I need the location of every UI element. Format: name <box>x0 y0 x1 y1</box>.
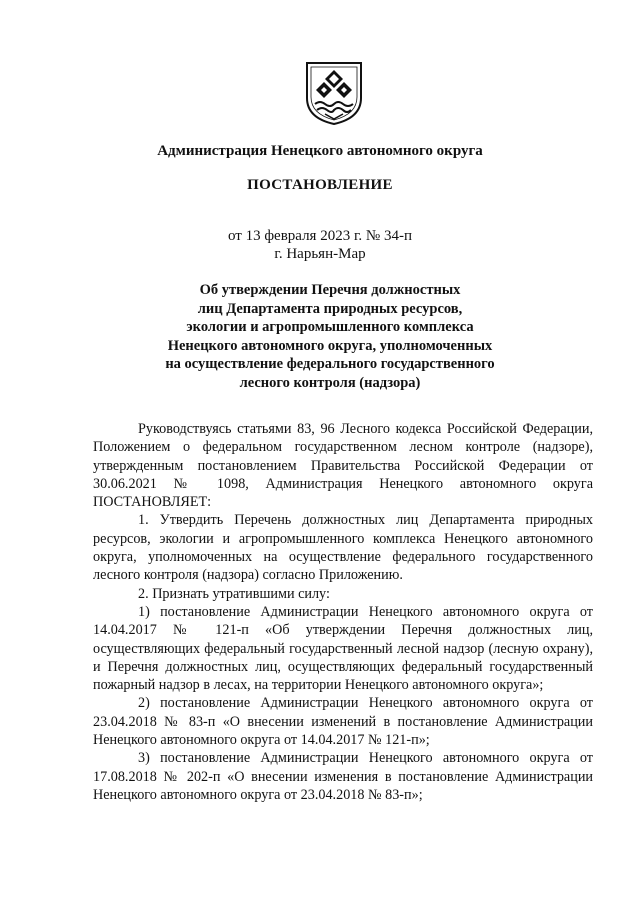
title-line: Об утверждении Перечня должностных <box>199 282 461 298</box>
document-title <box>160 281 500 393</box>
issuing-authority: Администрация Ненецкого автономного округа <box>157 143 483 159</box>
title-line: лиц Департамента природных ресурсов, <box>197 300 463 317</box>
clause-1: 1. Утвердить Перечень должностных лиц Департамента природных ресурсов, экологии и агропромышленного комплекса Ненецкого автономного округа, уполномоченных на осуществление федерального государственного лесного контроля (надзора) согласно Приложению. <box>93 512 593 584</box>
document-type: ПОСТАНОВЛЕНИЕ <box>247 177 393 193</box>
preamble-paragraph: Руководствуясь статьями 83, 96 Лесного кодекса Российской Федерации, Положением о федеральном государственном лесном контроле (надзоре), утвержденным постановлением Правительства Российской Федерации от 30.06.2021 № 1098, Администрация Ненецкого автономного округа ПОСТАНОВЛЯЕТ: <box>93 421 593 511</box>
document-body <box>93 420 593 804</box>
title-line: на осуществление федерального государственного <box>165 356 495 373</box>
clause-2-item-1: 1) постановление Администрации Ненецкого автономного округа от 14.04.2017 № 121-п «Об утверждении Перечня должностных лиц, осуществляющих федеральный государственный лесной надзор (лесную охрану), и Перечня должностных лиц, осуществляющих федеральный государственный пожарный надзор в лесах, на территории Ненецкого автономного округа»; <box>93 603 593 694</box>
title-line: лесного контроля (надзора) <box>239 374 421 391</box>
clause-2-item-3: 3) постановление Администрации Ненецкого автономного округа от 17.08.2018 № 202-п «О внесении изменения в постановление Администрации Ненецкого автономного округа от 23.04.2018 № 83-п»; <box>93 750 593 803</box>
coat-of-arms-icon <box>303 60 365 126</box>
title-line: экологии и агропромышленного комплекса <box>186 319 474 336</box>
city: г. Нарьян-Мар <box>274 246 366 262</box>
clause-2: 2. Признать утратившими силу: <box>138 585 330 602</box>
date-and-number: от 13 февраля 2023 г. № 34-п <box>227 228 413 244</box>
title-line: Ненецкого автономного округа, уполномоченных <box>167 337 493 354</box>
clause-2-item-2: 2) постановление Администрации Ненецкого автономного округа от 23.04.2018 № 83-п «О внесении изменений в постановление Администрации Ненецкого автономного округа от 14.04.2017 № 121-п»; <box>93 695 593 749</box>
